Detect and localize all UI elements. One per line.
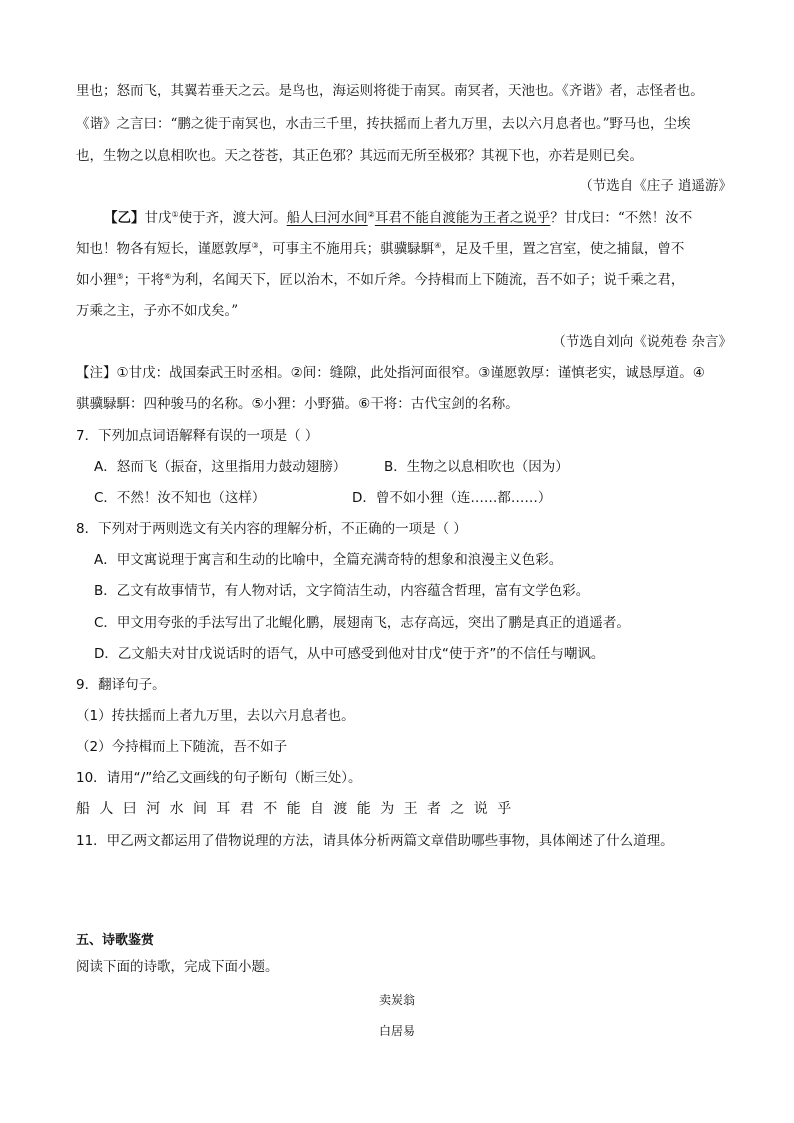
underlined-sentence: 船人曰河水间: [286, 210, 368, 226]
underlined-sentence: 耳君不能自渡能为王者之说乎: [374, 210, 551, 226]
q10-sentence: 船人曰河水间耳君不能自渡能为王者之说乎: [76, 801, 521, 817]
jia-line-3: 也，生物之以息相吹也。天之苍苍，其正色邪？其远而无所至极邪？其视下也，亦若是则已矣。: [76, 148, 643, 164]
yi-line-4: 万乘之主，子亦不如戊矣。”: [76, 303, 239, 319]
yi-source: （节选自刘向《说苑卷 杂言》: [552, 334, 732, 350]
footnote-ref-3: ③: [251, 241, 259, 250]
q10-stem: 10．请用“/”给乙文画线的句子断句（断三处）。: [76, 770, 362, 786]
footnote-ref-6: ⑥: [164, 272, 172, 281]
q7-stem: 7．下列加点词语解释有误的一项是（ ）: [76, 428, 319, 444]
q9-sentence-1: （1）抟扶摇而上者九万里，去以六月息者也。: [76, 708, 355, 724]
q9-stem: 9．翻译句子。: [76, 677, 166, 693]
q8-option-b: B．乙文有故事情节，有人物对话，文字简洁生动，内容蕴含哲理，富有文学色彩。: [94, 583, 590, 599]
jia-source: （节选自《庄子 逍遥游》: [579, 178, 732, 194]
q7-option-d: D．曾不如小狸（连……都……）: [352, 490, 552, 506]
footnote-ref-1: ①: [171, 210, 179, 219]
footnote-ref-4: ④: [434, 241, 442, 250]
q11-stem: 11．甲乙两文都运用了借物说理的方法，请具体分析两篇文章借助哪些事物，具体阐述了什么道理。: [76, 833, 674, 849]
footnote-ref-5: ⑤: [116, 272, 124, 281]
notes-line-2: 骐骥騄駬：四种骏马的名称。⑤小狸：小野猫。⑥干将：古代宝剑的名称。: [76, 396, 519, 412]
yi-line-2: 知也！物各有短长，谨愿敦厚③，可事主不施用兵；骐骥騄駬④，足及千里，置之宫室，使之捕鼠，曾不: [76, 241, 685, 257]
yi-line-3: 如小狸⑤；干将⑥为利，名闻天下，匠以治木，不如斤斧。今持楫而上下随流，吾不如子；说千乘之君，: [76, 272, 685, 288]
q9-sentence-2: （2）今持楫而上下随流，吾不如子: [76, 739, 288, 755]
q7-option-b: B．生物之以息相吹也（因为）: [384, 459, 569, 475]
footnote-ref-2: ②: [367, 210, 375, 219]
q8-option-c: C．甲文用夸张的手法写出了北鲲化鹏，展翅南飞，志存高远，突出了鹏是真正的逍遥者。: [94, 615, 630, 631]
yi-marker: 【乙】: [104, 210, 145, 226]
q7-option-a: A．怒而飞（振奋，这里指用力鼓动翅膀）: [94, 459, 347, 475]
section-instruction: 阅读下面的诗歌，完成下面小题。: [76, 959, 279, 975]
jia-line-2: 《谐》之言曰：“鹏之徙于南冥也，水击三千里，抟扶摇而上者九万里，去以六月息者也。”野马也，尘埃: [76, 116, 691, 132]
q8-stem: 8．下列对于两则选文有关内容的理解分析，不正确的一项是（ ）: [76, 521, 467, 537]
notes-line-1: 【注】①甘戊：战国秦武王时丞相。②间：缝隙，此处指河面很窄。③谨愿敦厚：谨慎老实，诚恳厚道。④: [76, 365, 705, 381]
q8-option-d: D．乙文船夫对甘戊说话时的语气，从中可感受到他对甘戊“使于齐”的不信任与嘲讽。: [94, 646, 605, 662]
poem-author: 白居易: [378, 1024, 415, 1038]
poem-title: 卖炭翁: [378, 993, 415, 1007]
yi-line-1: 【乙】甘戊①使于齐，渡大河。船人曰河水间②耳君不能自渡能为王者之说乎？甘戊曰：“不然！汝不: [104, 210, 693, 226]
q8-option-a: A．甲文寓说理于寓言和生动的比喻中，全篇充满奇特的想象和浪漫主义色彩。: [94, 552, 563, 568]
section-heading: 五、诗歌鉴赏: [76, 933, 155, 948]
jia-line-1: 里也；怒而飞，其翼若垂天之云。是鸟也，海运则将徙于南冥。南冥者，天池也。《齐谐》者，志怪者也。: [76, 83, 704, 99]
q7-option-c: C．不然！汝不知也（这样）: [94, 490, 266, 506]
